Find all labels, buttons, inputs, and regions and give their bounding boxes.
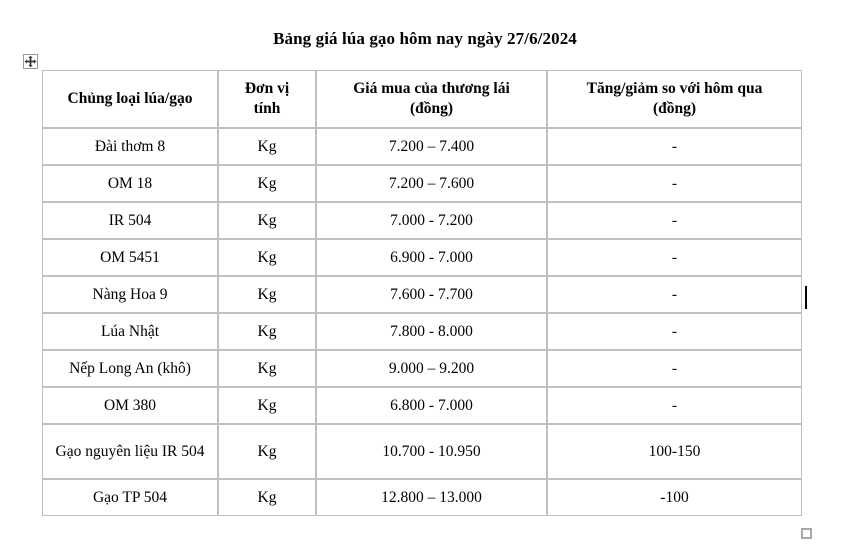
- column-header-price: [316, 70, 547, 128]
- cell-price: 10.700 - 10.950: [316, 424, 547, 479]
- table-row: [42, 128, 802, 165]
- cell-price: 9.000 – 9.200: [316, 350, 547, 387]
- table-row: [42, 239, 802, 276]
- cell-change: -: [547, 128, 802, 165]
- cell-unit: Kg: [218, 239, 316, 276]
- cell-change: -: [547, 387, 802, 424]
- cell-price: 6.800 - 7.000: [316, 387, 547, 424]
- cell-unit: Kg: [218, 128, 316, 165]
- column-header-kind: [42, 70, 218, 128]
- cell-kind: OM 380: [42, 387, 218, 424]
- table-header-row: [42, 70, 802, 128]
- table-row: [42, 313, 802, 350]
- cell-change: -100: [547, 479, 802, 516]
- text-caret: [805, 286, 807, 309]
- cell-unit: Kg: [218, 424, 316, 479]
- cell-kind: OM 5451: [42, 239, 218, 276]
- table-resize-handle[interactable]: [801, 528, 812, 539]
- cell-kind: Đài thơm 8: [42, 128, 218, 165]
- column-header-unit-line1: Đơn vị: [244, 80, 290, 97]
- cell-change: 100-150: [547, 424, 802, 479]
- table-header: [42, 70, 802, 128]
- cell-change: -: [547, 276, 802, 313]
- table-body: [42, 128, 802, 516]
- column-header-change-line2: (đồng): [652, 100, 697, 117]
- cell-kind: IR 504: [42, 202, 218, 239]
- table-row: [42, 202, 802, 239]
- cell-price: 7.800 - 8.000: [316, 313, 547, 350]
- cell-kind: Nàng Hoa 9: [42, 276, 218, 313]
- column-header-price-line1: Giá mua của thương lái: [353, 80, 510, 97]
- cell-kind: OM 18: [42, 165, 218, 202]
- cell-unit: Kg: [218, 387, 316, 424]
- cell-kind: Lúa Nhật: [42, 313, 218, 350]
- cell-unit: Kg: [218, 479, 316, 516]
- column-header-change: [547, 70, 802, 128]
- cell-change: -: [547, 202, 802, 239]
- cell-price: 7.200 – 7.600: [316, 165, 547, 202]
- cell-unit: Kg: [218, 165, 316, 202]
- cell-unit: Kg: [218, 276, 316, 313]
- column-header-unit: [218, 70, 316, 128]
- table-row: [42, 387, 802, 424]
- cell-price: 7.600 - 7.700: [316, 276, 547, 313]
- move-cross-icon: [24, 55, 37, 68]
- cell-change: -: [547, 313, 802, 350]
- cell-change: -: [547, 350, 802, 387]
- cell-unit: Kg: [218, 313, 316, 350]
- column-header-price-line2: (đồng): [409, 100, 454, 117]
- cell-kind: Nếp Long An (khô): [42, 350, 218, 387]
- cell-price: 6.900 - 7.000: [316, 239, 547, 276]
- price-table: [42, 70, 802, 516]
- column-header-kind-line1: Chủng loại lúa/gạo: [67, 90, 193, 107]
- cell-unit: Kg: [218, 350, 316, 387]
- cell-unit: Kg: [218, 202, 316, 239]
- table-row: [42, 350, 802, 387]
- table-row: [42, 479, 802, 516]
- cell-change: -: [547, 239, 802, 276]
- cell-kind: Gạo TP 504: [42, 479, 218, 516]
- price-table-container: [42, 70, 802, 516]
- table-row: [42, 165, 802, 202]
- cell-price: 12.800 – 13.000: [316, 479, 547, 516]
- cell-kind: Gạo nguyên liệu IR 504: [42, 424, 218, 479]
- cell-price: 7.200 – 7.400: [316, 128, 547, 165]
- column-header-change-line1: Tăng/giảm so với hôm qua: [586, 80, 763, 97]
- column-header-unit-line2: tính: [253, 100, 281, 117]
- cell-change: -: [547, 165, 802, 202]
- table-row: [42, 424, 802, 479]
- table-row: [42, 276, 802, 313]
- page-title: Bảng giá lúa gạo hôm nay ngày 27/6/2024: [273, 29, 577, 48]
- cell-price: 7.000 - 7.200: [316, 202, 547, 239]
- table-move-handle[interactable]: [23, 54, 38, 69]
